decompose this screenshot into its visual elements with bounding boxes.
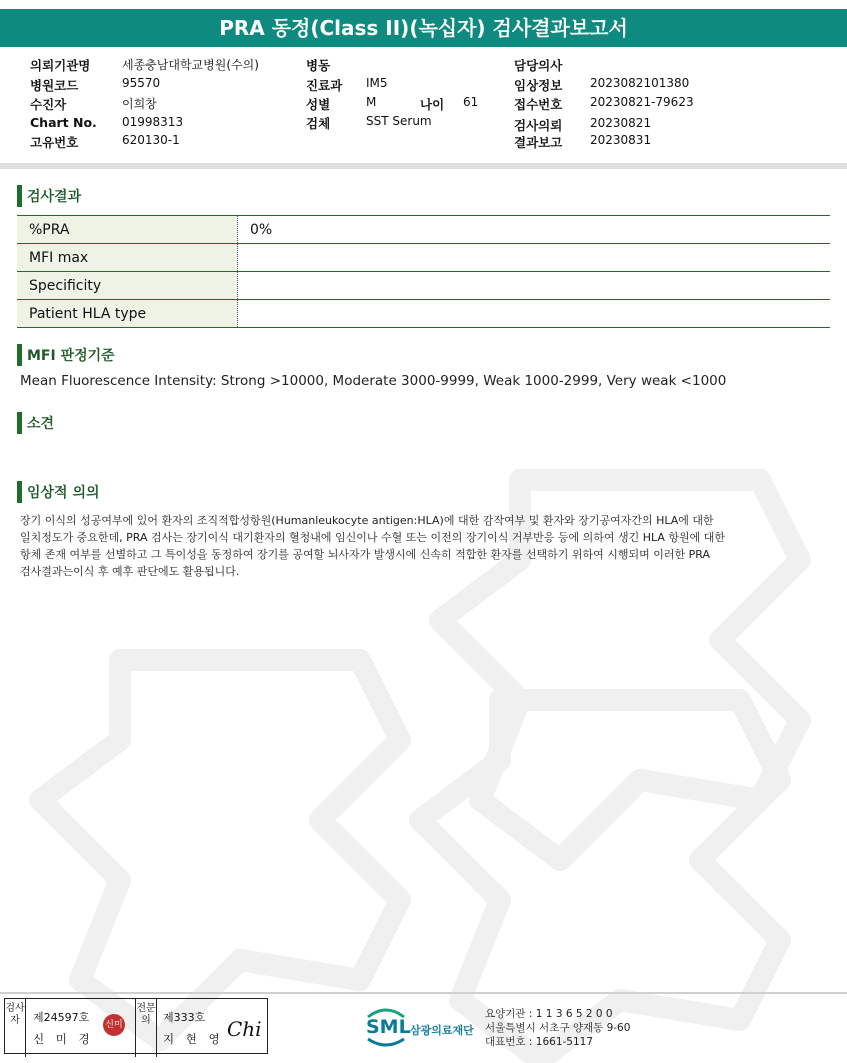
age-value: 61 xyxy=(463,95,479,109)
specimen-label: 검체 xyxy=(306,116,331,131)
result-report-value: 20230831 xyxy=(590,133,652,147)
result-report-label: 결과보고 xyxy=(514,135,563,150)
specimen-value: SST Serum xyxy=(366,114,432,128)
chart-no-value: 01998313 xyxy=(122,115,184,129)
sex-value: M xyxy=(366,95,377,109)
table-row xyxy=(17,300,830,328)
specialist-name: 지 현 영 xyxy=(163,1032,224,1046)
mfi-section-title: MFI 판정기준 xyxy=(27,348,115,364)
test-request-value: 20230821 xyxy=(590,116,652,130)
institution-code: 요양기관 : 1 1 3 6 5 2 0 0 xyxy=(485,1008,613,1020)
referral-hospital-label: 의뢰기관명 xyxy=(30,58,91,73)
footer-divider xyxy=(0,992,847,994)
patient-name-label: 수진자 xyxy=(30,97,67,112)
institution-phone: 대표번호 : 1661-5117 xyxy=(485,1036,594,1048)
clinical-section-heading xyxy=(17,481,100,503)
tester-license-no: 제24597호 xyxy=(33,1011,90,1024)
age-label: 나이 xyxy=(420,97,445,112)
clinical-line: 항체 존재 여부를 선별하고 그 특이성을 동정하여 장기를 공여할 뇌사자가 발생시에 신속히 적합한 환자를 선택하기 위하여 시행되며 이러한 PRA xyxy=(20,548,710,561)
results-section-heading xyxy=(17,185,81,207)
results-table xyxy=(17,215,830,328)
patient-info xyxy=(0,56,847,156)
tester-name: 신 미 경 xyxy=(33,1032,94,1046)
signature-box xyxy=(4,998,268,1054)
test-request-label: 검사의뢰 xyxy=(514,118,563,133)
specialist-signature: Chi xyxy=(227,1017,262,1041)
tester-seal: 신미경 xyxy=(103,1014,125,1036)
report-title: PRA 동정(Class II)(녹십자) 검사결과보고서 xyxy=(0,9,847,47)
clinical-line: 일치정도가 중요한데, PRA 검사는 장기이식 대기환자의 혈청내에 임신이나 수혈 또는 이전의 장기이식 거부반응 등에 의하여 생긴 HLA 항원에 대한 xyxy=(20,531,726,544)
ward-label: 병동 xyxy=(306,58,331,73)
receipt-no-label: 접수번호 xyxy=(514,97,563,112)
clinical-significance-text xyxy=(20,512,810,580)
table-row xyxy=(17,244,830,272)
hospital-code-value: 95570 xyxy=(122,76,161,90)
receipt-no-value: 20230821-79623 xyxy=(590,95,694,109)
clinical-info-label: 임상정보 xyxy=(514,78,563,93)
sex-label: 성별 xyxy=(306,97,331,112)
doctor-label: 담당의사 xyxy=(514,58,563,73)
section-marker xyxy=(17,412,22,434)
chart-no-label: Chart No. xyxy=(30,115,97,130)
specialist-vertical-label: 전문의 xyxy=(135,999,157,1057)
result-label-mfi-max: MFI max xyxy=(17,244,238,272)
result-value-pra: 0% xyxy=(238,216,831,244)
result-value-mfi-max xyxy=(238,244,831,272)
section-marker xyxy=(17,481,22,503)
opinion-section-title: 소견 xyxy=(27,416,55,432)
department-label: 진료과 xyxy=(306,78,343,93)
result-label-hla-type: Patient HLA type xyxy=(17,300,238,328)
patient-name-value: 이희창 xyxy=(122,97,157,111)
mfi-section-heading xyxy=(17,344,115,366)
mfi-criteria-text: Mean Fluorescence Intensity: Strong >10000, Moderate 3000-9999, Weak 1000-2999, Very weak <1000 xyxy=(20,373,727,389)
org-name: 삼광의료재단 xyxy=(410,1024,474,1037)
hospital-code-label: 병원코드 xyxy=(30,78,79,93)
department-value: IM5 xyxy=(366,76,388,90)
specialist-license-no: 제333호 xyxy=(163,1011,206,1024)
clinical-line: 장기 이식의 성공여부에 있어 환자의 조직적합성항원(Humanleukocyte antigen:HLA)에 대한 감작여부 및 환자와 장기공여자간의 HLA에 대한 xyxy=(20,514,714,527)
table-row xyxy=(17,216,830,244)
section-marker xyxy=(17,185,22,207)
institution-address: 서울특별시 서초구 양재동 9-60 xyxy=(485,1022,631,1034)
tester-vertical-label: 검사자 xyxy=(5,999,26,1057)
section-marker xyxy=(17,344,22,366)
results-section-title: 검사결과 xyxy=(27,189,82,205)
sml-logo xyxy=(364,1005,484,1047)
opinion-section-heading xyxy=(17,412,54,434)
header-divider xyxy=(0,163,847,169)
referral-hospital-value: 세종충남대학교병원(수의) xyxy=(122,58,259,72)
unique-no-label: 고유번호 xyxy=(30,135,79,150)
sml-logo-text: SML xyxy=(366,1016,411,1038)
result-value-specificity xyxy=(238,272,831,300)
institution-info xyxy=(485,1007,630,1049)
result-label-pra: %PRA xyxy=(17,216,238,244)
result-label-specificity: Specificity xyxy=(17,272,238,300)
clinical-info-value: 2023082101380 xyxy=(590,76,690,90)
clinical-section-title: 임상적 의의 xyxy=(27,485,100,501)
table-row xyxy=(17,272,830,300)
clinical-line: 검사결과는이식 후 예후 판단에도 활용됩니다. xyxy=(20,565,240,578)
unique-no-value: 620130-1 xyxy=(122,133,180,147)
result-value-hla-type xyxy=(238,300,831,328)
